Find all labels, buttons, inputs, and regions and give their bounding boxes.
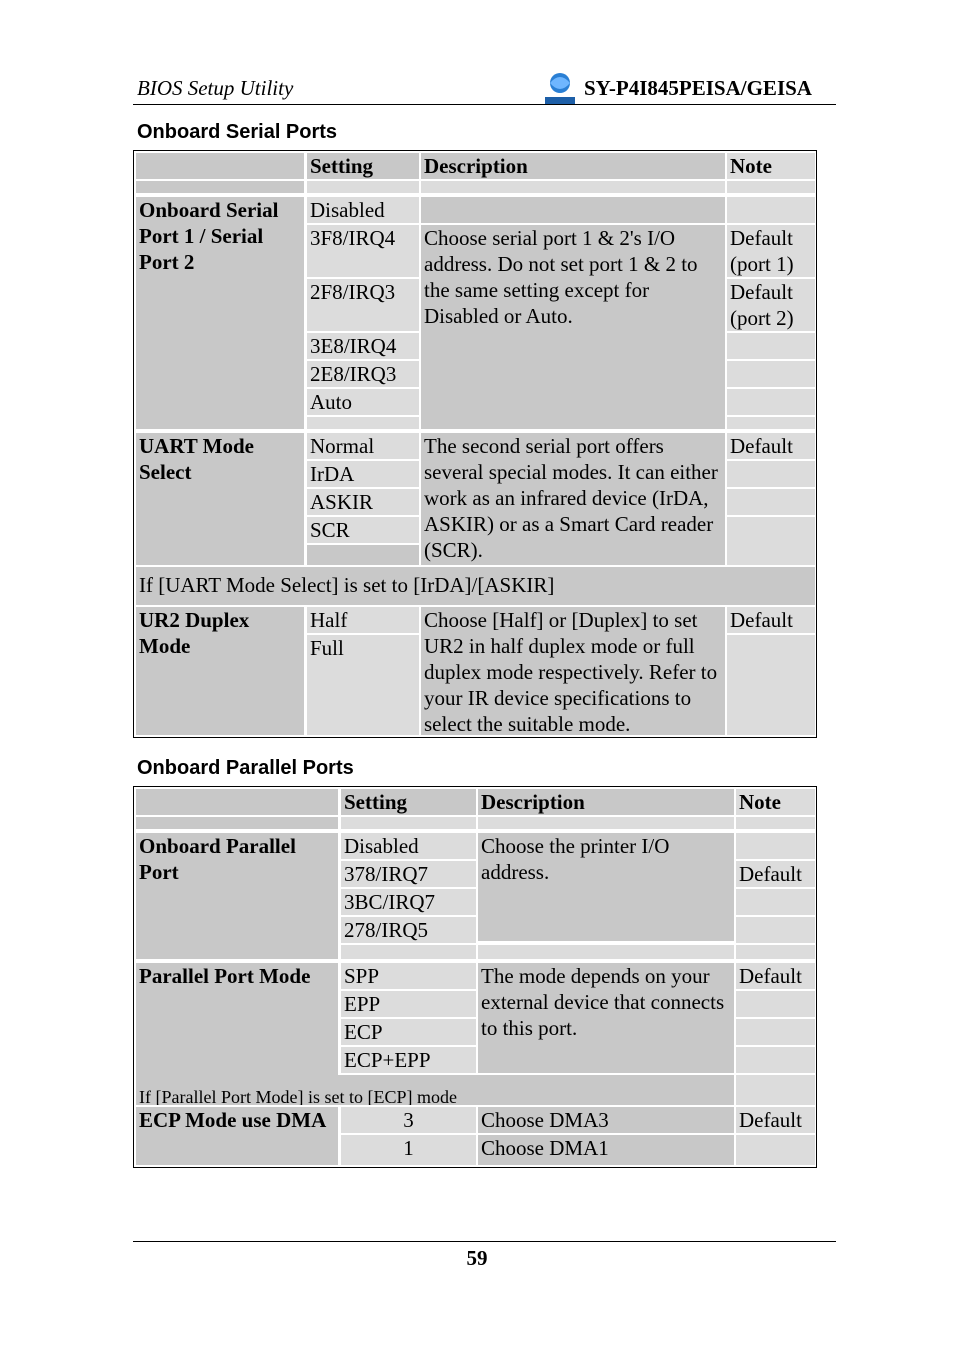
note-blank: [727, 389, 815, 415]
parallel-mode-label: Parallel Port Mode: [136, 963, 338, 1075]
parallel-mode-description: The mode depends on your external device that connects to this port.: [478, 963, 734, 1073]
header-setting: Setting: [307, 153, 419, 179]
note-blank: [727, 461, 815, 487]
header-description: Description: [421, 153, 725, 179]
setting-disabled: Disabled: [341, 833, 476, 859]
note-blank: [727, 489, 815, 515]
note-default-port1: Default (port 1): [727, 225, 815, 277]
note-blank: [727, 635, 815, 735]
serial-port-label: Onboard Serial Port 1 / Serial Port 2: [136, 197, 304, 429]
note-blank: [727, 197, 815, 223]
serial-ports-table: [133, 150, 817, 738]
desc-dma3: Choose DMA3: [478, 1107, 734, 1133]
uart-condition-row: If [UART Mode Select] is set to [IrDA]/[ASKIR]: [136, 567, 815, 605]
spacer: [307, 545, 419, 565]
serial-section-title: Onboard Serial Ports: [137, 121, 338, 143]
duplex-description: Choose [Half] or [Duplex] to set UR2 in half duplex mode or full duplex mode respectively. Refer to your IR device specifications to select the suitable mode.: [421, 607, 725, 735]
note-blank: [736, 889, 815, 915]
spacer: [727, 181, 815, 193]
note-default-port2: Default (port 2): [727, 279, 815, 331]
spacer: [421, 181, 725, 193]
parallel-ports-table: [133, 786, 817, 1168]
setting-askir: ASKIR: [307, 489, 419, 515]
setting-full: Full: [307, 635, 419, 735]
note-blank: [736, 833, 815, 859]
spacer: [341, 945, 476, 959]
parallel-port-label: Onboard Parallel Port: [136, 833, 338, 959]
setting-378: 378/IRQ7: [341, 861, 476, 887]
note-blank: [727, 361, 815, 387]
parallel-section-title: Onboard Parallel Ports: [137, 757, 354, 779]
note-blank: [736, 1075, 815, 1105]
note-default: Default: [727, 607, 815, 633]
note-default: Default: [727, 433, 815, 459]
page-number: 59: [466, 1246, 488, 1270]
model-name: SY-P4I845PEISA/GEISA: [584, 76, 812, 100]
spacer: [727, 417, 815, 429]
note-blank: [736, 991, 815, 1017]
uart-label: UART Mode Select: [136, 433, 304, 565]
note-default: Default: [736, 861, 815, 887]
setting-3f8: 3F8/IRQ4: [307, 225, 419, 277]
header-note: Note: [736, 789, 815, 815]
note-blank: [736, 1019, 815, 1045]
setting-irda: IrDA: [307, 461, 419, 487]
setting-disabled: Disabled: [307, 197, 419, 223]
header-blank: [136, 153, 304, 179]
spacer: [307, 417, 419, 429]
header-setting: Setting: [341, 789, 476, 815]
header-rule: [133, 104, 836, 105]
duplex-label: UR2 Duplex Mode: [136, 607, 304, 735]
setting-normal: Normal: [307, 433, 419, 459]
desc-blank: [421, 197, 725, 223]
parallel-port-description: Choose the printer I/O address.: [478, 833, 734, 941]
setting-auto: Auto: [307, 389, 419, 415]
header-blank: [136, 789, 338, 815]
header-description: Description: [478, 789, 734, 815]
spacer: [736, 817, 815, 829]
spacer: [736, 945, 815, 959]
setting-2e8: 2E8/IRQ3: [307, 361, 419, 387]
header-title: BIOS Setup Utility: [137, 76, 294, 100]
header-note: Note: [727, 153, 815, 179]
note-blank: [736, 1135, 815, 1165]
setting-scr: SCR: [307, 517, 419, 543]
setting-3bc: 3BC/IRQ7: [341, 889, 476, 915]
setting-spp: SPP: [341, 963, 476, 989]
setting-3e8: 3E8/IRQ4: [307, 333, 419, 359]
note-default: Default: [736, 1107, 815, 1133]
setting-epp: EPP: [341, 991, 476, 1017]
spacer: [478, 945, 734, 959]
note-blank: [727, 517, 815, 565]
setting-dma1: 1: [341, 1135, 476, 1165]
spacer: [341, 817, 476, 829]
spacer: [478, 817, 734, 829]
spacer: [136, 181, 304, 193]
setting-half: Half: [307, 607, 419, 633]
setting-ecp-epp: ECP+EPP: [341, 1047, 476, 1073]
spacer: [307, 181, 419, 193]
dma-label: ECP Mode use DMA: [136, 1107, 338, 1165]
desc-dma1: Choose DMA1: [478, 1135, 734, 1165]
note-blank: [736, 917, 815, 943]
spacer: [136, 817, 338, 829]
note-blank: [736, 1047, 815, 1073]
setting-ecp: ECP: [341, 1019, 476, 1045]
setting-dma3: 3: [341, 1107, 476, 1133]
uart-description: The second serial port offers several special modes. It can either work as an infrared device (IrDA, ASKIR) or as a Smart Card reader (SCR).: [421, 433, 725, 565]
setting-278: 278/IRQ5: [341, 917, 476, 943]
soyo-logo-icon: [543, 69, 577, 105]
footer-rule: [133, 1241, 836, 1242]
note-blank: [727, 333, 815, 359]
setting-2f8: 2F8/IRQ3: [307, 279, 419, 331]
note-default: Default: [736, 963, 815, 989]
serial-port-description: Choose serial port 1 & 2's I/O address. Do not set port 1 & 2 to the same setting except for Disabled or Auto.: [421, 225, 725, 429]
parallel-condition-row: If [Parallel Port Mode] is set to [ECP] mode: [136, 1075, 734, 1105]
